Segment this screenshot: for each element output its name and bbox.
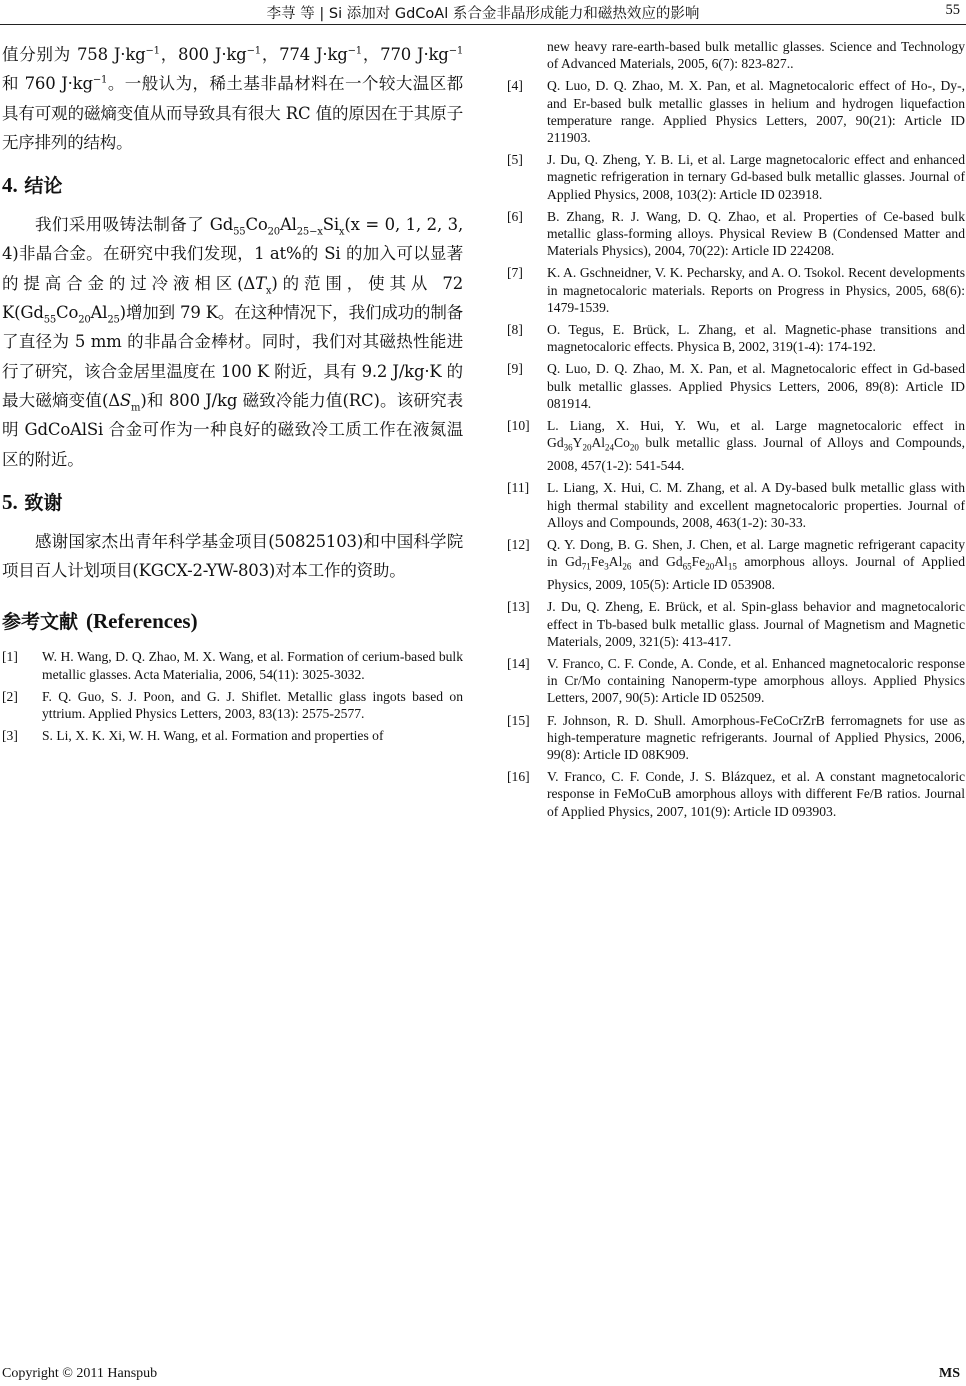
reference-list-right [507, 77, 965, 819]
reference-list-left [2, 648, 463, 744]
reference-item: [3] S. Li, X. K. Xi, W. H. Wang, et al. Formation and properties of [2, 728, 384, 744]
left-column [2, 36, 463, 744]
results-paragraph-end: 值分别为 758 $J\cdot kg^{-1}$，800 $J\cdot kg^{-1}$，774 $J\cdot kg^{-1}$，770 $J\cdot kg^{-1}$和 760 $J\cdot kg^{-1}$。一般认为，稀土基非晶材料在一个较大温区都具有可观的磁熵变值从而导致具有很大 RC 值的原因在于其原子无序排列的结构。 [2, 45, 464, 152]
reference-item: [5] J. Du, Q. Zheng, Y. B. Li, et al. Large magnetocaloric effect and enhanced magnetic refrigeration in ternary Gd-based bulk metallic glasses. Journal of Applied Physics, 2008, 103(2): Article ID 023918. [507, 152, 965, 202]
reference-item: [8] O. Tegus, E. Brück, L. Zhang, et al. Magnetic-phase transitions and magnetocaloric effects. Physica B, 2002, 319(1-4): 174-192. [507, 322, 965, 355]
reference-item: [2] F. Q. Guo, S. J. Poon, and G. J. Shiflet. Metallic glass ingots based on yttrium. Applied Physics Letters, 2003, 83(13): 2575-2577. [2, 688, 463, 722]
footer-copyright: Copyright © 2011 Hanspub [2, 1366, 158, 1381]
reference-item: [15] F. Johnson, R. D. Shull. Amorphous-FeCoCrZrB ferromagnets for use as high-temperature magnetic refrigerants. Journal of Applied Physics, 2006, 99(8): Article ID 08K909. [507, 712, 965, 762]
reference-item: [10] L. Liang, X. Hui, Y. Wu, et al. Large magnetocaloric effect in $Gd_{36}Y_{20}Al_{24}Co_{20}$ bulk metallic glass. Journal of Alloys and Compounds, 2008, 457(1-2): 541-544. [507, 418, 965, 474]
reference-item: [12] Q. Y. Dong, B. G. Shen, J. Chen, et al. Large magnetic refrigerant capacity in $Gd_{71}Fe_3Al_{26}$ and $Gd_{65}Fe_{20}Al_{15}$ amorphous alloys. Journal of Applied Physics, 2009, 105(5): Article ID 053908. [507, 537, 966, 593]
acknowledgement-paragraph: 感谢国家杰出青年科学基金项目(50825103)和中国科学院项目百人计划项目(KGCX-2-YW-803)对本工作的资助。 [2, 531, 463, 581]
reference-item: [1] W. H. Wang, D. Q. Zhao, M. X. Wang, et al. Formation of cerium-based bulk metallic glasses. Acta Materialia, 2006, 54(11): 3025-3032. [2, 649, 463, 682]
reference-item: [16] V. Franco, C. F. Conde, J. S. Blázquez, et al. A constant magnetocaloric response in FeMoCuB amorphous alloys with different Fe/B ratios. Journal of Applied Physics, 2007, 101(9): Article ID 093903. [507, 769, 965, 819]
reference-item: [13] J. Du, Q. Zheng, E. Brück, et al. Spin-glass behavior and magnetocaloric effect in Tb-based bulk metallic glass. Journal of Magnetism and Magnetic Materials, 2009, 321(5): 413-417. [507, 599, 965, 649]
conclusion-heading: 4. 结论 [2, 173, 63, 198]
reference-item: [4] Q. Luo, D. Q. Zhao, M. X. Pan, et al. Magnetocaloric effect of Ho-, Dy-, and Er-based bulk metallic glasses in helium and hydrogen liquefaction temperature range. Applied Physics Letters, 2007, 90(21): Article ID 211903. [507, 78, 965, 146]
page-header [0, 0, 966, 25]
footer-journal: MS [939, 1366, 960, 1381]
conclusion-paragraph: 我们采用吸铸法制备了 $Gd_{55}Co_{20}Al_{25-x}Si_x(x = 0$, 1, 2, 3, 4)非晶合金。在研究中我们发现，1 at%的 Si 的加入可以显著的提高合金的过冷液相区$(\Delta T_x)$的范围，使其从 72 $K(Gd_{55}Co_{20}Al_{25})$增加到 79 K。在这种情况下，我们成功的制备了直径为 5 mm 的非晶合金棒材。同时，我们对其磁热性能进行了研究，该合金居里温度在 100 K 附近，具有 9.2 J/kg·K 的最大磁熵变值$(\Delta S_m)$和 800 J/kg 磁致冷能力值(RC)。该研究表明 GdCoAlSi 合金可作为一种良好的磁致冷工质工作在液氮温区的附近。 [2, 215, 463, 469]
reference-item: [6] B. Zhang, R. J. Wang, D. Q. Zhao, et al. Properties of Ce-based bulk metallic glass-forming alloys. Physical Review B (Condensed Matter and Materials Physics), 2004, 70(22): Article ID 224208. [507, 208, 965, 259]
reference-item: [14] V. Franco, C. F. Conde, A. Conde, et al. Enhanced magnetocaloric response in Cr/Mo containing Nanoperm-type amorphous alloys. Applied Physics Letters, 2007, 90(5): Article ID 052509. [507, 655, 965, 706]
reference-continuation: new heavy rare-earth-based bulk metallic glasses. Science and Technology of Advanced Materials, 2005, 6(7): 823-827.. [547, 39, 965, 72]
running-title: 李荨 等 | Si 添加对 GdCoAl 系合金非晶形成能力和磁热效应的影响 [266, 6, 700, 22]
right-column [507, 38, 965, 820]
acknowledgement-heading: 5. 致谢 [2, 489, 63, 514]
page-number: 55 [945, 2, 960, 18]
reference-item: [7] K. A. Gschneidner, V. K. Pecharsky, and A. O. Tsokol. Recent developments in magnetocaloric materials. Reports on Progress in Physics, 2005, 68(6): 1479-1539. [507, 265, 965, 315]
reference-item: [9] Q. Luo, D. Q. Zhao, M. X. Pan, et al. Magnetocaloric effect in Gd-based bulk metallic glasses. Applied Physics Letters, 2006, 89(8): Article ID 081914. [507, 361, 965, 411]
references-heading: 参考文献 (References) [2, 609, 198, 634]
reference-item: [11] L. Liang, X. Hui, C. M. Zhang, et al. A Dy-based bulk metallic glass with high thermal stability and excellent magnetocaloric properties. Journal of Alloys and Compounds, 2008, 463(1-2): 30-33. [507, 480, 965, 530]
